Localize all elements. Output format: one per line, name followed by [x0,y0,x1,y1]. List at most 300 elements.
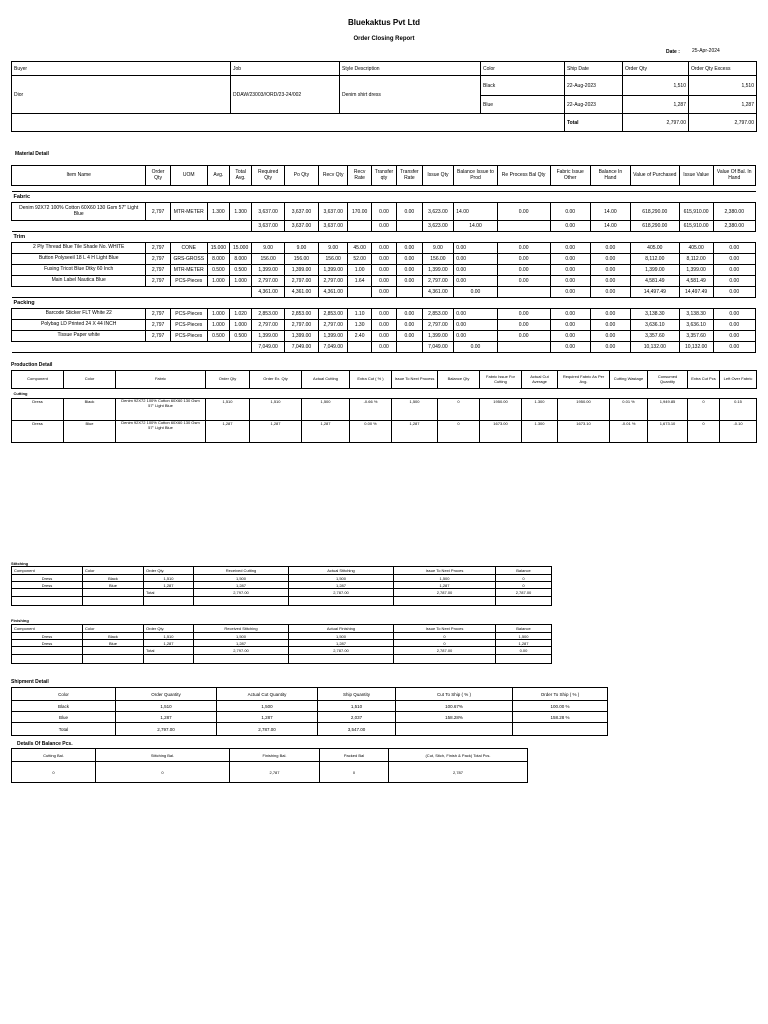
empty-cell [497,221,550,232]
material-cell: 0.00 [397,203,422,221]
stitching-col-header: Component [12,567,83,575]
empty-cell [394,597,496,606]
shipment-cell: 1,510 [318,701,396,712]
material-total: 0.00 [371,342,396,353]
material-header-row [12,166,756,186]
material-cell: 615,910.00 [679,203,713,221]
material-col-header: Avg. [207,166,229,186]
production-col-header: Issue To Next Process [392,371,438,389]
material-col-header: Re Process Bal Qty [497,166,550,186]
empty-cell [12,655,83,664]
material-cell: 0.00 [713,243,755,254]
stitching-total: 2,787.00 [496,589,552,597]
material-cell: PCS-Pieces [170,276,207,287]
material-cell: 1,399.00 [285,265,319,276]
material-col-header: Required Qty [252,166,285,186]
material-cell: 0.00 [397,309,422,320]
qty-value: 1,287 [623,96,689,114]
date-label: Date : [666,49,680,55]
material-total: 0.00 [590,342,630,353]
table-row [12,221,756,232]
table-row [12,625,552,633]
empty-cell [194,655,289,664]
job-value: DDAW/23003//ORD/23-24/002 [231,76,340,114]
empty-cell [231,114,565,132]
production-col-header: Actual Cutting [302,371,350,389]
shipment-col-header: Ship Quantity [318,688,396,701]
material-col-header: Value Of Bal. In Hand [713,166,755,186]
empty-cell [83,655,144,664]
material-total: 615,910.00 [679,221,713,232]
material-cell: 4,581.49 [679,276,713,287]
material-col-header: Issue Qty [422,166,454,186]
empty-cell [144,597,194,606]
empty-cell [12,342,252,353]
material-total: 0.00 [371,221,396,232]
col-color: Color [481,62,565,76]
finishing-total: 0.00 [496,647,552,655]
production-cell: 1,500 [302,399,350,421]
material-cell: 0.00 [371,320,396,331]
shipment-cell: 2,787.00 [217,723,318,736]
balance-col-header: Stitching Bal. [96,749,230,762]
material-total: 4,361.00 [318,287,348,298]
shipment-title: Shipment Detail [11,679,49,685]
empty-cell [397,221,422,232]
table-row [12,276,756,287]
material-total: 0.00 [550,287,590,298]
table-row [12,633,552,640]
material-cell: 1.000 [207,309,229,320]
material-cell: 0.00 [590,265,630,276]
material-cell: 0.00 [497,203,550,221]
table-row [12,232,756,243]
material-cell: 0.00 [454,243,497,254]
material-col-header: Item Name [12,166,146,186]
material-cell: 618,290.00 [630,203,679,221]
finishing-total: 2,797.00 [194,647,289,655]
finishing-table [11,624,552,664]
material-cell: 0.00 [371,331,396,342]
stitching-title: Stitching [11,561,29,566]
production-cell: 1,510 [250,399,302,421]
empty-cell [83,647,144,655]
material-cell: 0.00 [371,243,396,254]
material-cell: 3,357.60 [630,331,679,342]
material-cell: 2,797.00 [285,276,319,287]
stitching-cell: Dress [12,582,83,589]
shipment-col-header: Actual Cut Quantity [217,688,318,701]
shipment-cell [396,723,513,736]
empty-cell [83,589,144,597]
material-cell: 0.00 [550,331,590,342]
material-cell: 1.10 [348,309,371,320]
material-total: 10,132.00 [679,342,713,353]
item-name: Barcode Sticker FLT White 22 [12,309,146,320]
material-cell: 3,636.10 [679,320,713,331]
production-cell: 1,287 [250,421,302,443]
material-cell: 0.00 [550,320,590,331]
empty-cell [12,589,83,597]
finishing-cell: 1,510 [144,633,194,640]
table-row [12,567,552,575]
material-cell: 2,797 [146,309,170,320]
stitching-cell: 1,500 [194,575,289,582]
production-cell: 1,510 [206,399,250,421]
material-cell: 2,797 [146,254,170,265]
table-row [12,331,756,342]
material-group-label: Fabric [12,192,756,203]
material-cell: 1.300 [229,203,251,221]
table-row [12,597,552,606]
stitching-col-header: Issue To Next Proces [394,567,496,575]
material-cell: 0.00 [590,320,630,331]
color-value: Blue [481,96,565,114]
production-cell: Denim 92X72 100% Cotton 60X60 130 Gsm 57" Light Blue [116,421,206,443]
excess-value: 1,287 [689,96,757,114]
empty-cell [497,287,550,298]
material-cell: PCS-Pieces [170,309,207,320]
material-cell: PCS-Pieces [170,320,207,331]
production-cell: 1,287 [302,421,350,443]
material-cell: 2,797 [146,265,170,276]
finishing-cell: 0 [394,633,496,640]
buyer-value: Dior [12,76,231,114]
material-cell: 0.00 [713,331,755,342]
total-qty: 2,797.00 [623,114,689,132]
material-cell: 15.000 [207,243,229,254]
production-cell: 1950.00 [480,399,522,421]
material-cell: 2,797.00 [422,276,454,287]
finishing-cell: Dress [12,633,83,640]
material-col-header: Transfer qty [371,166,396,186]
excess-value: 1,510 [689,76,757,96]
material-cell: 4,581.49 [630,276,679,287]
col-order-qty: Order Qty [623,62,689,76]
empty-cell [12,114,231,132]
production-col-header: Component [12,371,64,389]
production-header-row [12,371,757,389]
material-cell: 0.00 [397,320,422,331]
material-cell: 14.00 [454,203,497,221]
shipment-cell: 3,547.00 [318,723,396,736]
finishing-title: Finishing [11,618,29,623]
material-cell: 3,138.30 [630,309,679,320]
material-cell: 3,636.10 [630,320,679,331]
material-col-header: Po Qty [285,166,319,186]
material-total: 2,380.00 [713,221,755,232]
finishing-cell: 1,287 [144,640,194,647]
material-cell: 170.00 [348,203,371,221]
material-total: 3,637.00 [318,221,348,232]
shipment-col-header: Order To Ship ( % ) [513,688,608,701]
finishing-cell: Dress [12,640,83,647]
material-total: 3,637.00 [285,221,319,232]
material-cell: 0.00 [454,320,497,331]
stitching-cell: 1,287 [194,582,289,589]
material-cell: 3,357.60 [679,331,713,342]
material-cell: 405.00 [630,243,679,254]
material-cell: 0.00 [713,309,755,320]
item-name: Polybag LD Printed 24 X 44 INCH [12,320,146,331]
finishing-col-header: Received Stitching [194,625,289,633]
material-cell: 0.00 [454,254,497,265]
material-cell: 0.00 [713,254,755,265]
material-cell: 8.000 [207,254,229,265]
material-cell: 9.00 [422,243,454,254]
col-ship-date: Ship Date [565,62,623,76]
production-cell: 0 [438,399,480,421]
production-cell: Blue [64,421,116,443]
stitching-cell: 1,287 [394,582,496,589]
stitching-cell: 1,510 [144,575,194,582]
production-cell: -0.01 % [610,421,648,443]
production-col-header: Actual Cut Average [522,371,558,389]
table-row [12,712,608,723]
finishing-col-header: Order Qty. [144,625,194,633]
material-cell: 1,399.00 [630,265,679,276]
production-cell: 1950.00 [558,399,610,421]
production-cell: 0.15 [720,399,757,421]
material-cell: 0.00 [397,276,422,287]
material-cell: 2,853.00 [252,309,285,320]
qty-value: 1,510 [623,76,689,96]
shipment-col-header: Cut To Ship ( % ) [396,688,513,701]
material-cell: 9.00 [285,243,319,254]
production-col-header: Cutting Wastage [610,371,648,389]
material-total: 0.00 [454,342,497,353]
material-cell: 0.500 [229,331,251,342]
material-cell: 1.64 [348,276,371,287]
table-row [12,640,552,647]
production-cell: Black [64,399,116,421]
finishing-col-header: Component [12,625,83,633]
material-cell: 2,797.00 [422,320,454,331]
material-cell: 2,797 [146,331,170,342]
finishing-cell: 1,500 [496,633,552,640]
finishing-cell: 1,287 [289,640,394,647]
material-cell: 0.00 [371,276,396,287]
production-cell: 0 [688,421,720,443]
material-total: 0.00 [550,221,590,232]
table-row [12,243,756,254]
material-cell: 3,623.00 [422,203,454,221]
production-cell: Dress [12,421,64,443]
shipment-table [11,687,608,736]
material-cell: 0.500 [207,331,229,342]
material-cell: 3,138.30 [679,309,713,320]
material-cell: 0.00 [371,203,396,221]
finishing-total: Total [144,647,194,655]
material-col-header: Fabric Issue Other [550,166,590,186]
material-cell: 2,797.00 [318,276,348,287]
material-col-header: Value of Purchased [630,166,679,186]
material-cell: 1.000 [207,320,229,331]
material-col-header: Order Qty [146,166,170,186]
material-col-header: Recv Qty [318,166,348,186]
material-cell: 0.00 [497,331,550,342]
empty-cell [83,597,144,606]
production-col-header: Order Qty [206,371,250,389]
empty-cell [397,287,422,298]
production-col-header: Extra Cut ( % ) [350,371,392,389]
material-cell: 156.00 [422,254,454,265]
material-cell: 1.000 [229,320,251,331]
empty-cell [289,655,394,664]
production-cell: -0.66 % [350,399,392,421]
stitching-table [11,566,552,606]
col-order-excess: Order Qty Excess [689,62,757,76]
material-cell: 2,797 [146,320,170,331]
col-style: Style Description [340,62,481,76]
material-cell: 0.00 [713,320,755,331]
material-cell: 3,637.00 [318,203,348,221]
production-cell: 1673.00 [480,421,522,443]
material-cell: 0.00 [497,243,550,254]
material-cell: 0.00 [713,276,755,287]
balance-title: Details Of Balance Pcs. [17,741,73,747]
table-row [12,575,552,582]
material-cell: 0.00 [590,254,630,265]
production-cell: 1.300 [522,399,558,421]
finishing-total: 2,787.00 [394,647,496,655]
style-value: Denim shirt dress [340,76,481,114]
material-cell: 0.00 [590,331,630,342]
table-row [12,309,756,320]
material-cell: 0.500 [229,265,251,276]
shipment-cell: 158.28% [396,712,513,723]
production-cell: Denim 92X72 100% Cotton 60X60 130 Gsm 57" Light Blue [116,399,206,421]
material-col-header: Total Avg. [229,166,251,186]
empty-cell [194,597,289,606]
shipment-cell: 1,510 [116,701,217,712]
report-date: 25-Apr-2024 [692,48,720,54]
material-cell: 1.000 [207,276,229,287]
production-col-header: Order Ex. Qty [250,371,302,389]
material-cell: 52.00 [348,254,371,265]
material-cell: MTR-METER [170,203,207,221]
material-col-header: Transfer Rate [397,166,422,186]
balance-cell: 2,787 [389,762,528,783]
material-cell: 2,797.00 [252,276,285,287]
material-total: 0.00 [371,287,396,298]
empty-cell [496,597,552,606]
empty-cell [12,221,252,232]
stitching-cell: 0 [496,582,552,589]
table-row [12,762,528,783]
material-col-header: Balance In Hand [590,166,630,186]
balance-cell: 0 [12,762,96,783]
production-table [11,370,757,443]
shipment-cell: Total [12,723,116,736]
company-name: Bluekaktus Pvt Ltd [347,18,420,27]
material-total: 7,049.00 [318,342,348,353]
table-row [12,342,756,353]
material-total: 0.00 [454,287,497,298]
material-total: 14.00 [590,221,630,232]
stitching-cell: 1,500 [394,575,496,582]
material-cell: 1,399.00 [422,331,454,342]
material-cell: 0.00 [497,276,550,287]
material-cell: 0.00 [454,276,497,287]
empty-cell [348,287,371,298]
material-cell: 0.00 [454,309,497,320]
empty-cell [497,342,550,353]
production-cell: Dress [12,399,64,421]
shipment-cell: 1,500 [217,701,318,712]
production-cell: 1,287 [206,421,250,443]
finishing-cell: 0 [394,640,496,647]
table-row [12,688,608,701]
empty-cell [12,647,83,655]
material-cell: 0.00 [371,265,396,276]
material-cell: 0.00 [497,265,550,276]
material-total: 0.00 [713,287,755,298]
empty-cell [12,287,252,298]
material-col-header: UOM [170,166,207,186]
item-name: Main Label Nautica Blue [12,276,146,287]
material-cell: 0.00 [371,309,396,320]
production-col-header: Fabric [116,371,206,389]
material-cell: 1.020 [229,309,251,320]
empty-cell [496,655,552,664]
material-section [11,165,756,353]
item-name: Denim 92X72 100% Cotton 60X60 130 Gsm 57" Light Blue [12,203,146,221]
production-col-header: Balance Qty [438,371,480,389]
table-row [12,298,756,309]
material-cell: 2,797 [146,243,170,254]
material-col-header: Balance Issue to Prod [454,166,497,186]
production-title: Production Detail [11,362,53,368]
production-col-header: Fabric Issue For Cutting [480,371,522,389]
stitching-cell: Dress [12,575,83,582]
material-cell: 2,797.00 [318,320,348,331]
shipment-cell: 100.00 % [513,701,608,712]
material-total: 7,049.00 [285,342,319,353]
table-row [12,647,552,655]
production-col-header: Required Fabric As Per Avg. [558,371,610,389]
material-cell: 0.00 [550,254,590,265]
material-cell: 2,797 [146,276,170,287]
material-cell: CONE [170,243,207,254]
finishing-col-header: Actual Finishing [289,625,394,633]
material-cell: 0.00 [454,265,497,276]
material-col-header: Issue Value [679,166,713,186]
ship-date-value: 22-Aug-2023 [565,76,623,96]
stitching-total: 2,787.00 [394,589,496,597]
stitching-total: 2,797.00 [194,589,289,597]
stitching-cell: Blue [83,582,144,589]
finishing-col-header: Balance [496,625,552,633]
production-cell: 1673.10 [558,421,610,443]
material-total: 0.00 [590,287,630,298]
material-cell: 0.00 [550,309,590,320]
table-row [12,287,756,298]
production-cell: 1,500 [392,399,438,421]
item-name: Tissue Paper white [12,331,146,342]
production-col-header: Color [64,371,116,389]
material-cell: 8,112.00 [630,254,679,265]
material-total: 618,290.00 [630,221,679,232]
material-cell: 0.00 [397,265,422,276]
balance-cell: 2,787 [230,762,320,783]
material-group-label: Trim [12,232,756,243]
item-name: 2 Ply Thread Blue Tile Shade No. WHITE [12,243,146,254]
shipment-cell: 158.28 % [513,712,608,723]
balance-col-header: Finishing Bal. [230,749,320,762]
stitching-cell: 0 [496,575,552,582]
order-table [11,61,757,132]
